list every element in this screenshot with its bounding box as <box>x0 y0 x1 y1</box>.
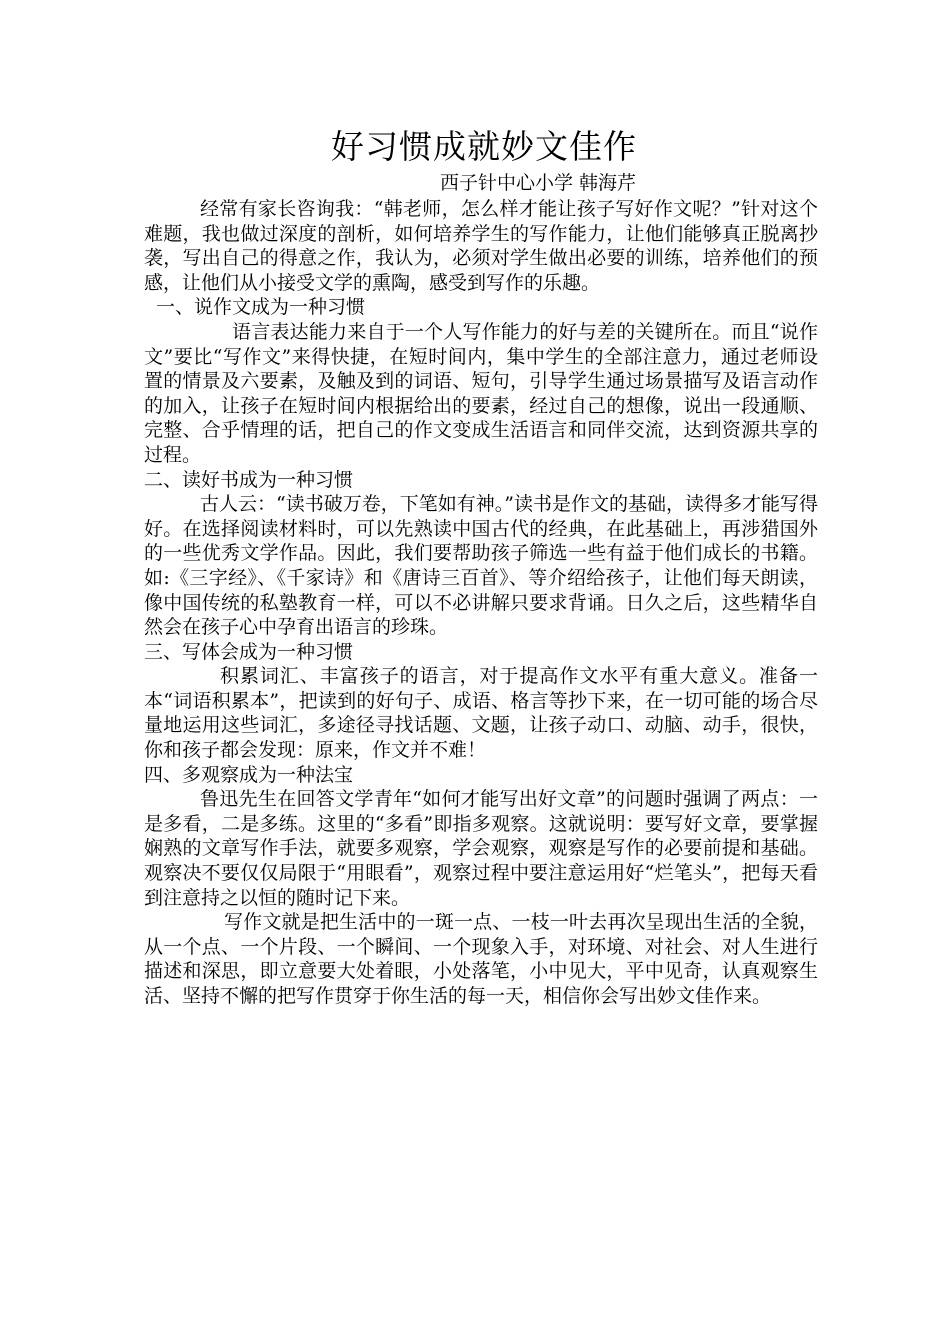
section-body-1: 语言表达能力来自于一个人写作能力的好与差的关键所在。而且“说作文”要比“写作文”来得快捷，在短时间内，集中学生的全部注意力，通过老师设置的情景及六要素，及触及到的词语、短句，引导学生通过场景描写及语言动作的加入，让孩子在短时间内根据给出的要素，经过自己的想像，说出一段通顺、完整、合乎情理的话，把自己的作文变成生活语言和同伴交流，达到资源共享的过程。 <box>144 320 818 466</box>
closing-paragraph: 写作文就是把生活中的一斑一点、一枝一叶去再次呈现出生活的全貌，从一个点、一个片段、一个瞬间、一个现象入手，对环境、对社会、对人生进行描述和深思，即立意要大处着眼，小处落笔，小中见大，平中见奇，认真观察生活、坚持不懈的把写作贯穿于你生活的每一天，相信你会写出妙文佳作来。 <box>144 911 818 1007</box>
section-body-2: 古人云：“读书破万卷，下笔如有神。”读书是作文的基础，读得多才能写得好。在选择阅读材料时，可以先熟读中国古代的经典，在此基础上，再涉猎国外的一些优秀文学作品。因此，我们要帮助孩子筛选一些有益于他们成长的书籍。如:《三字经》、《千家诗》和《唐诗三百首》、等介绍给孩子，让他们每天朗读，像中国传统的私塾教育一样，可以不必讲解只要求背诵。日久之后，这些精华自然会在孩子心中孕育出语言的珍珠。 <box>144 493 818 639</box>
section-heading-3: 三、写体会成为一种习惯 <box>144 640 354 663</box>
section-body-4: 鲁迅先生在回答文学青年“如何才能写出好文章”的问题时强调了两点：一是多看，二是多练。这里的“多看”即指多观察。这就说明：要写好文章，要掌握娴熟的文章写作手法，就要多观察，学会观察，观察是写作的必要前提和基础。 观察决不要仅仅局限于“用眼看”，观察过程中要注意运用好“烂笔头”，把每天看到注意持之以恒的随时记下来。 <box>144 788 818 909</box>
author-line: 西子针中心小学 韩海芹 <box>440 172 637 194</box>
section-heading-1: 一、说作文成为一种习惯 <box>156 296 366 319</box>
document-title: 好习惯成就妙文佳作 <box>331 127 637 166</box>
document-page <box>144 124 818 1009</box>
section-heading-2: 二、读好书成为一种习惯 <box>144 468 354 491</box>
section-heading-4: 四、多观察成为一种法宝 <box>144 763 354 786</box>
section-body-3: 积累词汇、丰富孩子的语言，对于提高作文水平有重大意义。准备一本“词语积累本”，把读到的好句子、成语、格言等抄下来，在一切可能的场合尽量地运用这些词汇，多途径寻找话题、文题，让孩子动口、动脑、动手，很快，你和孩子都会发现：原来，作文并不难！ <box>144 665 818 762</box>
intro-paragraph: 经常有家长咨询我：“韩老师，怎么样才能让孩子写好作文呢？”针对这个难题，我也做过深度的剖析，如何培养学生的写作能力，让他们能够真正脱离抄袭，写出自己的得意之作，我认为，必须对学生做出必要的训练，培养他们的预感，让他们从小接受文学的熏陶，感受到写作的乐趣。 <box>144 198 818 294</box>
